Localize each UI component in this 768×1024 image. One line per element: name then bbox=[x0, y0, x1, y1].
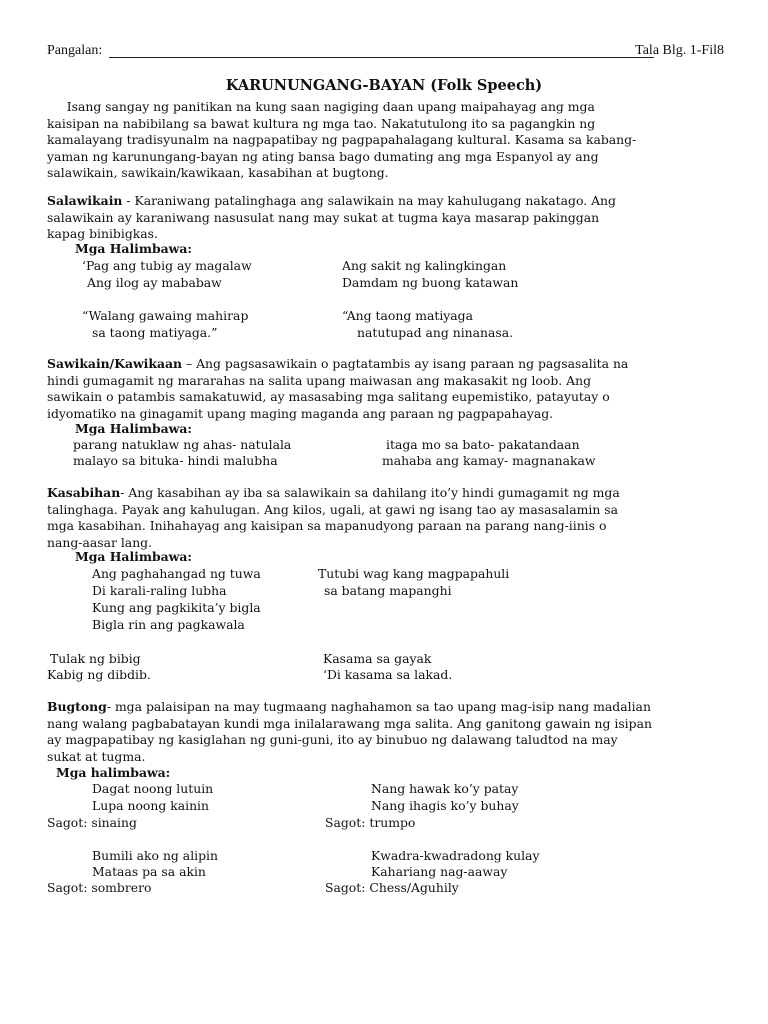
example-text: Ang paghahangad ng tuwa bbox=[92, 566, 261, 581]
bugtong-line: Bugtong- mga palaisipan na may tugmaang naghahamon sa tao upang mag-isip nang madalian bbox=[47, 699, 651, 714]
sawikain-term: Sawikain/Kawikaan bbox=[47, 356, 183, 371]
example-text: mahaba ang kamay- magnanakaw bbox=[382, 453, 596, 468]
salawikain-term: Salawikain bbox=[47, 193, 123, 208]
example-text: Kabig ng dibdib. bbox=[47, 667, 151, 682]
name-line bbox=[109, 57, 654, 58]
salawikain-line: kapag binibigkas. bbox=[47, 226, 158, 241]
sawikain-line: idyomatiko na ginagamit upang maging maganda ang paraan ng pagpapahayag. bbox=[47, 405, 554, 421]
bugtong-line: sukat at tugma. bbox=[47, 748, 146, 764]
riddle-answer: Sagot: sinaing bbox=[47, 815, 137, 830]
intro-line: kaisipan na nabibilang sa bawat kultura ng mga tao. Nakatutulong ito sa pagangkin ng bbox=[47, 115, 596, 131]
riddle-text: Nang ihagis ko’y buhay bbox=[371, 798, 519, 813]
intro-line: salawikain, sawikain/kawikaan, kasabihan at bugtong. bbox=[47, 165, 389, 180]
example-text: Tutubi wag kang magpapahuli bbox=[318, 566, 510, 581]
tala-number: Tala Blg. 1-Fil8 bbox=[635, 43, 724, 58]
riddle-text: Mataas pa sa akin bbox=[92, 864, 206, 879]
riddle-text: Nang hawak ko’y patay bbox=[371, 781, 519, 796]
kasabihan-term: Kasabihan bbox=[47, 485, 121, 500]
example-text: malayo sa bituka- hindi malubha bbox=[73, 453, 278, 468]
riddle-answer: Sagot: sombrero bbox=[47, 880, 152, 895]
example-text: sa batang mapanghi bbox=[324, 583, 452, 598]
example-text: itaga mo sa bato- pakatandaan bbox=[386, 437, 580, 452]
example-text: sa taong matiyaga.” bbox=[92, 325, 218, 340]
sawikain-examples-label: Mga Halimbawa: bbox=[75, 421, 192, 436]
page-title: KARUNUNGANG-BAYAN (Folk Speech) bbox=[225, 77, 543, 94]
header bbox=[47, 43, 724, 63]
example-text: Ang ilog ay mababaw bbox=[87, 275, 222, 290]
kasabihan-examples-label: Mga Halimbawa: bbox=[75, 549, 192, 564]
example-text: “Ang taong matiyaga bbox=[342, 308, 473, 323]
riddle-text: Kahariang nag-aaway bbox=[371, 864, 508, 879]
example-text: Di karali-raling lubha bbox=[92, 583, 227, 598]
salawikain-line: Salawikain - Karaniwang patalinghaga ang salawikain na may kahulugang nakatago. Ang bbox=[47, 193, 616, 208]
riddle-answer: Sagot: trumpo bbox=[325, 815, 416, 830]
intro-paragraph bbox=[47, 99, 723, 182]
riddle-text: Bumili ako ng alipin bbox=[92, 848, 218, 863]
example-text: ‘Di kasama sa lakad. bbox=[323, 667, 453, 682]
salawikain-examples-label: Mga Halimbawa: bbox=[75, 241, 192, 256]
intro-line: yaman ng karunungang-bayan ng ating bansa bago dumating ang mga Espanyol ay ang bbox=[47, 148, 599, 164]
bugtong-section bbox=[47, 699, 723, 765]
sawikain-section bbox=[47, 356, 723, 422]
riddle-text: Dagat noong lutuin bbox=[92, 781, 214, 796]
kasabihan-line: talinghaga. Payak ang kahulugan. Ang kilos, ugali, at gawi ng isang tao ay masasalamin sa bbox=[47, 501, 618, 517]
sawikain-line: sawikain o patambis samakatuwid, ay masasabing mga salitang eupemistiko, patayutay o bbox=[47, 389, 610, 404]
kasabihan-line: Kasabihan- Ang kasabihan ay iba sa salawikain sa dahilang ito’y hindi gumagamit ng mga bbox=[47, 485, 620, 500]
example-text: Bigla rin ang pagkawala bbox=[92, 617, 245, 632]
bugtong-line: ay magpapatibay ng kasiglahan ng guni-guni, ito ay binubuo ng dalawang taludtod na may bbox=[47, 732, 618, 747]
example-text: Kung ang pagkikita’y bigla bbox=[92, 600, 261, 615]
example-text: Kasama sa gayak bbox=[323, 651, 432, 666]
bugtong-line: nang walang pagbabatayan kundi mga inilalarawang mga salita. Ang ganitong gawain ng isipan bbox=[47, 715, 652, 731]
sawikain-line: hindi gumagamit ng mararahas na salita upang maiwasan ang makasakit ng loob. Ang bbox=[47, 372, 592, 388]
example-text: Damdam ng buong katawan bbox=[342, 275, 519, 290]
intro-line: Isang sangay ng panitikan na kung saan nagiging daan upang maipahayag ang mga bbox=[47, 99, 595, 114]
sawikain-line: Sawikain/Kawikaan – Ang pagsasawikain o pagtatambis ay isang paraan ng pagsasalita na bbox=[47, 356, 629, 371]
kasabihan-line: nang-aasar lang. bbox=[47, 534, 153, 550]
riddle-answer: Sagot: Chess/Aguhily bbox=[325, 880, 459, 895]
riddle-text: Lupa noong kainin bbox=[92, 798, 209, 813]
intro-line: kamalayang tradisyunalm na nagpapatibay ng pagpapahalagang kultural. Kasama sa kabang- bbox=[47, 132, 637, 147]
bugtong-examples-label: Mga halimbawa: bbox=[56, 765, 171, 780]
kasabihan-section bbox=[47, 485, 723, 551]
bugtong-term: Bugtong bbox=[47, 699, 107, 714]
example-text: Ang sakit ng kalingkingan bbox=[342, 258, 507, 273]
riddle-text: Kwadra-kwadradong kulay bbox=[371, 848, 540, 863]
kasabihan-line: mga kasabihan. Inihahayag ang kaisipan sa mapanudyong paraan na parang nang-iinis o bbox=[47, 518, 607, 533]
example-text: “Walang gawaing mahirap bbox=[82, 308, 249, 323]
example-text: natutupad ang ninanasa. bbox=[357, 325, 514, 340]
salawikain-line: salawikain ay karaniwang nasusulat nang may sukat at tugma kaya masarap pakinggan bbox=[47, 209, 600, 225]
name-label: Pangalan: bbox=[47, 43, 103, 58]
example-text: parang natuklaw ng ahas- natulala bbox=[73, 437, 292, 452]
example-text: ‘Pag ang tubig ay magalaw bbox=[82, 258, 252, 273]
salawikain-section bbox=[47, 193, 723, 243]
example-text: Tulak ng bibig bbox=[50, 651, 141, 666]
